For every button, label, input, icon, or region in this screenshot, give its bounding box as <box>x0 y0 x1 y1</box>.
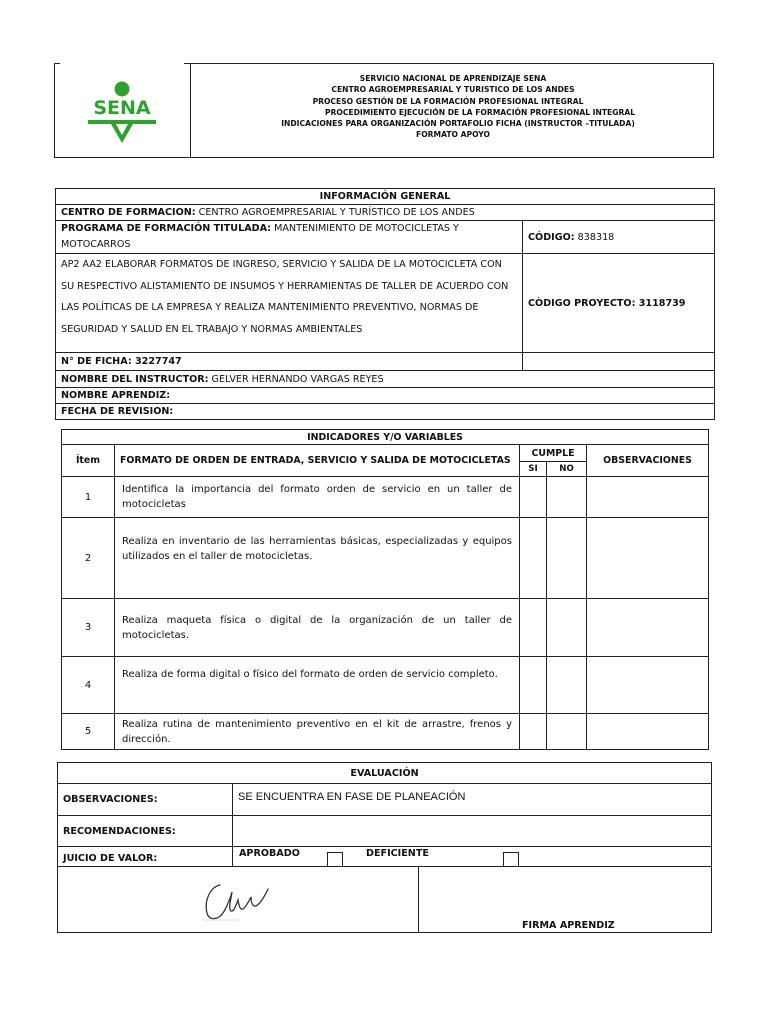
indicators-header-row <box>62 445 709 462</box>
header-line-6: FORMATO APOYO <box>416 130 490 140</box>
cumple-no-cell[interactable] <box>547 477 587 518</box>
cumple-si-cell[interactable] <box>520 599 547 657</box>
instructor-signature-cell <box>58 867 419 933</box>
info-centro-row <box>56 205 715 221</box>
instructor-label: NOMBRE DEL INSTRUCTOR: <box>61 373 209 385</box>
obs-value[interactable]: SE ENCUENTRA EN FASE DE PLANEACIÓN <box>233 784 712 816</box>
item-text: Realiza en inventario de las herramientas básicas, especializadas y equipos utilizados en el taller de motocicletas. <box>115 518 520 599</box>
col-obs-header: OBSERVACIONES <box>587 445 709 477</box>
aprobado-label: APROBADO <box>239 848 300 859</box>
evaluation-signature-row <box>58 867 712 933</box>
header-line-3: PROCESO GESTIÓN DE LA FORMACIÓN PROFESIONAL INTEGRAL <box>312 96 584 106</box>
info-aprendiz: NOMBRE APRENDIZ: <box>56 388 715 404</box>
deficiente-label: DEFICIENTE <box>366 848 429 859</box>
info-actividad: AP2 AA2 ELABORAR FORMATOS DE INGRESO, SERVICIO Y SALIDA DE LA MOTOCICLETA CON SU RESPECTIVO ALISTAMIENTO DE INSUMOS Y HERRAMIENTAS DE TALLER DE ACUERDO CON LAS POLÍTICAS DE LA EMPRESA Y REALIZA MANTENIMIENTO PREVENTIVO, NORMAS DE SEGURIDAD Y SALUD EN EL TRABAJO Y NORMAS AMBIENTALES <box>56 254 523 353</box>
info-programa <box>56 221 523 254</box>
evaluation-table <box>57 762 712 933</box>
evaluation-title: EVALUACIÓN <box>58 763 712 784</box>
info-ficha-row <box>56 353 715 371</box>
programa-value: MANTENIMIENTO DE MOTOCICLETAS Y MOTOCARROS <box>61 223 459 250</box>
observaciones-cell[interactable] <box>587 657 709 714</box>
item-number: 5 <box>62 714 115 750</box>
info-actividad-row <box>56 254 715 353</box>
table-row <box>62 518 709 599</box>
programa-label: PROGRAMA DE FORMACIÓN TITULADA: <box>61 223 272 234</box>
centro-label: CENTRO DE FORMACION: <box>61 207 196 218</box>
item-number: 4 <box>62 657 115 714</box>
juicio-options <box>233 847 712 867</box>
info-codigo <box>523 221 715 254</box>
cumple-no-cell[interactable] <box>547 657 587 714</box>
apprentice-signature-cell[interactable] <box>419 867 712 933</box>
logo-text: SENA <box>93 97 151 119</box>
table-row <box>62 477 709 518</box>
info-centro <box>56 205 715 221</box>
header-line-2: CENTRO AGROEMPRESARIAL Y TURISTICO DE LOS ANDES <box>331 85 575 95</box>
info-ficha: N° DE FICHA: 3227747 <box>56 353 523 371</box>
header-border <box>54 63 56 158</box>
instructor-signature-image <box>198 879 282 925</box>
item-text: Realiza rutina de mantenimiento preventivo en el kit de arrastre, frenos y dirección. <box>115 714 520 750</box>
firma-aprendiz-label: FIRMA APRENDIZ <box>522 920 615 931</box>
col-formato-header: FORMATO DE ORDEN DE ENTRADA, SERVICIO Y SALIDA DE MOTOCICLETAS <box>115 445 520 477</box>
juicio-label: JUICIO DE VALOR: <box>58 847 233 867</box>
info-instructor-row <box>56 371 715 388</box>
header-line-5: INDICACIONES PARA ORGANIZACIÓN PORTAFOLIO FICHA (INSTRUCTOR –TITULADA) <box>281 119 635 129</box>
observaciones-cell[interactable] <box>587 714 709 750</box>
cumple-si-cell[interactable] <box>520 714 547 750</box>
header-line-1: SERVICIO NACIONAL DE APRENDIZAJE SENA <box>359 74 547 83</box>
item-number: 1 <box>62 477 115 518</box>
item-text: Realiza maqueta física o digital de la organización de un taller de motocicletas. <box>115 599 520 657</box>
cumple-si-cell[interactable] <box>520 657 547 714</box>
info-aprendiz-row <box>56 388 715 404</box>
header-line-4: PROCEDIMIENTO EJECUCIÓN DE LA FORMACIÓN PROFESIONAL INTEGRAL <box>324 107 636 117</box>
aprobado-checkbox[interactable] <box>327 852 343 866</box>
col-si-header: SI <box>520 462 547 477</box>
codigo-value: 838318 <box>574 231 615 243</box>
deficiente-checkbox[interactable] <box>503 852 519 866</box>
observaciones-cell[interactable] <box>587 477 709 518</box>
header-border-gap <box>60 62 184 65</box>
header-border <box>54 157 190 158</box>
document-header <box>54 63 714 158</box>
cumple-si-cell[interactable] <box>520 477 547 518</box>
sena-logo <box>86 81 158 145</box>
info-fecha-row <box>56 404 715 420</box>
info-title: INFORMACIÓN GENERAL <box>56 189 715 205</box>
instructor-value: GELVER HERNANDO VARGAS REYES <box>208 373 384 385</box>
evaluation-title-row <box>58 763 712 784</box>
col-no-header: NO <box>547 462 587 477</box>
item-number: 2 <box>62 518 115 599</box>
header-lines <box>191 73 715 141</box>
info-instructor <box>56 371 715 388</box>
info-fecha: FECHA DE REVISION: <box>56 404 715 420</box>
evaluation-obs-row <box>58 784 712 816</box>
item-text: Identifica la importancia del formato orden de servicio en un taller de motocicletas <box>115 477 520 518</box>
info-programa-row <box>56 221 715 254</box>
indicators-title-row <box>62 430 709 445</box>
item-text: Realiza de forma digital o físico del formato de orden de servicio completo. <box>115 657 520 714</box>
rec-value[interactable] <box>233 816 712 847</box>
cumple-no-cell[interactable] <box>547 714 587 750</box>
indicators-table <box>61 429 709 750</box>
col-cumple-header: CUMPLE <box>520 445 587 462</box>
table-row <box>62 714 709 750</box>
evaluation-juicio-row <box>58 847 712 867</box>
table-row <box>62 657 709 714</box>
evaluation-rec-row <box>58 816 712 847</box>
info-ficha-empty <box>523 353 715 371</box>
indicators-title: INDICADORES Y/O VARIABLES <box>62 430 709 445</box>
obs-label: OBSERVACIONES: <box>58 784 233 816</box>
cumple-no-cell[interactable] <box>547 518 587 599</box>
cumple-no-cell[interactable] <box>547 599 587 657</box>
info-codigo-proyecto: CÒDIGO PROYECTO: 3118739 <box>523 254 715 353</box>
item-number: 3 <box>62 599 115 657</box>
observaciones-cell[interactable] <box>587 518 709 599</box>
col-item-header: Ítem <box>62 445 115 477</box>
header-titles-box <box>190 63 714 158</box>
rec-label: RECOMENDACIONES: <box>58 816 233 847</box>
info-title-row <box>56 189 715 205</box>
table-row <box>62 599 709 657</box>
observaciones-cell[interactable] <box>587 599 709 657</box>
centro-value: CENTRO AGROEMPRESARIAL Y TURÍSTICO DE LOS ANDES <box>195 207 475 218</box>
codigo-label: CÓDIGO: <box>528 231 575 243</box>
cumple-si-cell[interactable] <box>520 518 547 599</box>
general-info-table <box>55 188 715 420</box>
